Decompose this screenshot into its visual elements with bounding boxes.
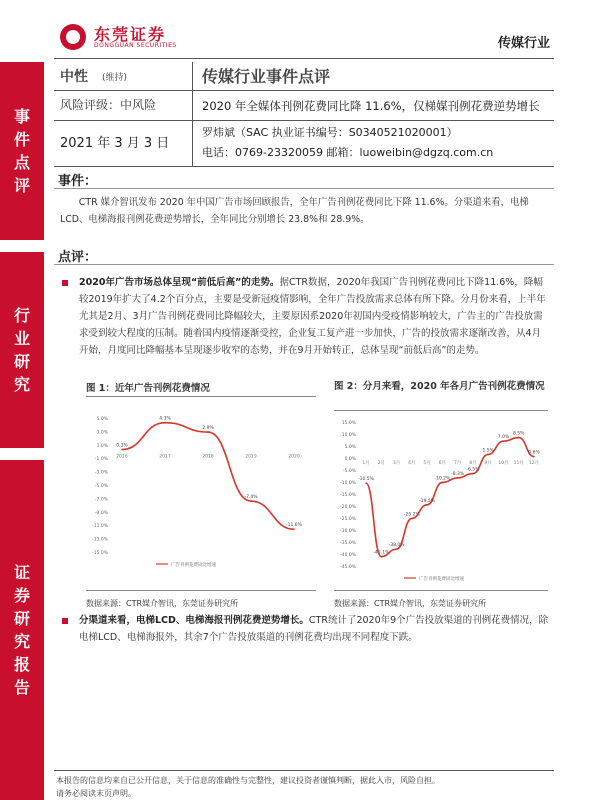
data-point bbox=[487, 454, 489, 456]
x-tick-label: 10月 bbox=[498, 461, 509, 466]
bullet2-lead: 分渠道来看，电梯LCD、电梯海报刊例花费逆势增长。 bbox=[79, 615, 309, 626]
x-tick-label: 2020 bbox=[288, 454, 300, 460]
y-tick-label: -35.0% bbox=[340, 541, 356, 546]
data-label: -8.3% bbox=[451, 471, 465, 477]
y-tick-label: -1.0% bbox=[94, 457, 108, 463]
event-text: CTR 媒介智讯发布 2020 年中国广告市场回顾报告，全年广告刊例花费同比下降 11.6%。分渠道来看，电梯 LCD、电梯海报刊例花费逆势增长，全年同比分别增长 23.8%和 28.9%。 bbox=[60, 197, 529, 225]
data-label: -7.4% bbox=[244, 495, 258, 501]
y-tick-label: 5.0% bbox=[344, 445, 356, 450]
comment-divider bbox=[54, 264, 554, 265]
sidebar-section-event-comment bbox=[0, 62, 44, 240]
data-label: 2.9% bbox=[202, 426, 214, 432]
x-tick-label: 8月 bbox=[469, 461, 477, 466]
x-tick-label: 9月 bbox=[484, 461, 492, 466]
figure1-chart bbox=[86, 404, 316, 574]
y-tick-label: -5.0% bbox=[342, 469, 356, 474]
risk-rating: 风险评级：中风险 bbox=[60, 98, 157, 112]
y-tick-label: -40.0% bbox=[340, 553, 356, 558]
x-tick-label: 5月 bbox=[423, 461, 431, 466]
data-point bbox=[164, 422, 166, 424]
x-tick-label: 1月 bbox=[362, 461, 370, 466]
x-tick-label: 7月 bbox=[453, 461, 462, 466]
figure2-source: 数据来源：CTR媒介智讯，东莞证券研究所 bbox=[334, 599, 487, 608]
y-tick-label: -9.0% bbox=[94, 510, 108, 516]
x-tick-label: 11月 bbox=[513, 461, 524, 466]
data-point bbox=[121, 449, 123, 451]
logo-text: 东莞证券 bbox=[94, 25, 167, 44]
logo-subtext: DONGGUAN SECURITIES bbox=[94, 42, 177, 49]
data-point bbox=[457, 477, 459, 479]
data-point bbox=[411, 518, 413, 520]
y-tick-label: -3.0% bbox=[94, 470, 108, 476]
data-label: 0.6% bbox=[528, 450, 540, 456]
y-tick-label: 1.0% bbox=[96, 443, 108, 449]
data-label: -11.6% bbox=[286, 523, 302, 529]
data-point bbox=[533, 456, 535, 458]
footer-divider bbox=[54, 770, 554, 771]
author-contact: 电话：0769-23320059 邮箱：luoweibin@dgzq.com.cn bbox=[202, 146, 494, 159]
data-label: -41.1% bbox=[373, 550, 390, 556]
industry-label: 传媒行业 bbox=[497, 36, 550, 51]
rating: 中性 bbox=[60, 69, 88, 85]
data-label: -10.2% bbox=[434, 476, 451, 482]
x-tick-label: 3月 bbox=[392, 461, 401, 466]
bullet-marker-2 bbox=[62, 618, 68, 624]
comment-heading: 点评： bbox=[58, 250, 98, 265]
data-point bbox=[396, 548, 398, 550]
logo-icon bbox=[60, 24, 86, 50]
series-line bbox=[122, 423, 294, 530]
y-tick-label: 0.0% bbox=[344, 457, 356, 462]
figure2-chart bbox=[334, 414, 548, 584]
data-point bbox=[293, 528, 295, 530]
figure1-top-rule bbox=[86, 396, 316, 397]
y-tick-label: 10.0% bbox=[341, 433, 356, 438]
series-line bbox=[366, 438, 534, 557]
y-tick-label: -20.0% bbox=[340, 505, 356, 510]
report-date: 2021 年 3 月 3 日 bbox=[60, 136, 170, 151]
sidebar-label-1: 事件点评 bbox=[13, 107, 30, 195]
bullet1-lead: 2020年广告市场总体呈现“前低后高”的走势。 bbox=[79, 277, 280, 288]
y-tick-label: -10.0% bbox=[340, 481, 356, 486]
data-point bbox=[503, 440, 505, 442]
bullet-paragraph-2 bbox=[79, 612, 549, 646]
figure2-title: 图 2：分月来看，2020 年各月广告刊例花费情况 bbox=[334, 381, 545, 392]
data-point bbox=[207, 431, 209, 433]
y-tick-label: 15.0% bbox=[341, 421, 356, 426]
y-tick-label: -30.0% bbox=[340, 529, 356, 534]
bullet1-body: 据CTR数据，2020年我国广告刊例花费同比下降11.6%，降幅较2019年扩大了4.2个百分点，主要是受新冠疫情影响，全年广告投放需求总体有所下降。分月份来看，上半年尤其是2月、3月广告刊例花费同比降幅较大，主要原因系2020年初国内受疫情影响较大，广告主的广告投放需求受到较大程度的压制。随着国内疫情逐渐受控，企业复工复产进一步加快，广告的投放需求逐渐改善，从4月开始，月度同比降幅基本呈现逐步收窄的态势，并在9月开始转正，总体呈现“前低后高”的走势。 bbox=[79, 277, 546, 356]
footer-disclaimer bbox=[56, 774, 556, 800]
x-tick-label: 2月 bbox=[377, 461, 385, 466]
data-point bbox=[518, 437, 520, 439]
figure1-source: 数据来源：CTR媒介智讯，东莞证券研究所 bbox=[86, 599, 239, 608]
x-tick-label: 6月 bbox=[438, 461, 447, 466]
data-point bbox=[380, 556, 382, 558]
data-label: -38.0% bbox=[388, 543, 405, 549]
data-label: 7.0% bbox=[497, 435, 510, 441]
header-divider bbox=[54, 58, 554, 59]
y-tick-label: 5.0% bbox=[96, 417, 108, 422]
x-tick-label: 2017 bbox=[159, 454, 171, 460]
bullet-paragraph-1 bbox=[79, 274, 549, 359]
figure2-bottom-rule bbox=[334, 590, 548, 591]
data-point bbox=[472, 473, 474, 475]
figure2-top-rule bbox=[334, 410, 548, 411]
data-label: 4.3% bbox=[159, 416, 171, 422]
legend-label: 广告刊例花费同比增速 bbox=[419, 577, 464, 582]
legend-label: 广告刊例花费同比增速 bbox=[171, 563, 216, 568]
page-title: 传媒行业事件点评 bbox=[202, 67, 331, 86]
event-heading: 事件： bbox=[58, 174, 98, 189]
sidebar-section-industry-research bbox=[0, 252, 44, 448]
bullet2-body: CTR统计了2020年9个广告投放渠道的刊例花费情况，除电梯LCD、电梯海报外，其余7个广告投放渠道的刊例花费均出现不同程度下跌。 bbox=[79, 615, 549, 643]
data-label: -10.5% bbox=[358, 477, 374, 483]
y-tick-label: -45.0% bbox=[340, 565, 356, 570]
footer-line-2: 请务必阅读末页声明。 bbox=[56, 789, 136, 798]
y-tick-label: -7.0% bbox=[94, 497, 108, 503]
rating-note: (维持) bbox=[102, 73, 128, 83]
y-tick-label: -15.0% bbox=[340, 493, 356, 498]
x-tick-label: 2016 bbox=[116, 454, 128, 460]
y-tick-label: -5.0% bbox=[94, 484, 108, 489]
meta-divider-2 bbox=[54, 120, 554, 121]
event-divider bbox=[54, 188, 554, 189]
data-point bbox=[365, 482, 367, 484]
y-tick-label: -25.0% bbox=[340, 517, 356, 522]
y-tick-label: 3.0% bbox=[96, 430, 108, 436]
data-point bbox=[250, 500, 252, 502]
x-tick-label: 4月 bbox=[408, 461, 416, 466]
footer-line-1: 本报告的信息均来自已公开信息，关于信息的准确性与完整性，建议投资者谨慎判断，据此入市，风险自担。 bbox=[56, 776, 440, 785]
sidebar-label-2: 行业研究 bbox=[13, 306, 30, 394]
meta-divider-vertical bbox=[192, 62, 193, 166]
figure1-title: 图 1：近年广告刊例花费情况 bbox=[86, 383, 210, 394]
data-label: -6.5% bbox=[466, 467, 480, 473]
x-tick-label: 12月 bbox=[528, 461, 540, 466]
author: 罗炜斌（SAC 执业证书编号：S0340521020001） bbox=[202, 126, 458, 139]
report-subtitle: 2020 年全媒体刊例花费同比降 11.6%，仅梯媒刊例花费逆势增长 bbox=[202, 99, 540, 113]
data-label: 1.5% bbox=[482, 448, 494, 454]
x-tick-label: 2018 bbox=[202, 454, 214, 460]
data-label: 8.5% bbox=[513, 431, 525, 437]
y-tick-label: -15.0% bbox=[92, 551, 108, 556]
y-tick-label: -13.0% bbox=[92, 537, 108, 543]
x-tick-label: 2019 bbox=[245, 454, 257, 460]
data-label: -19.5% bbox=[419, 498, 436, 504]
figure1-bottom-rule bbox=[86, 590, 316, 591]
data-label: -25.2% bbox=[403, 512, 420, 518]
y-tick-label: -11.0% bbox=[92, 524, 108, 530]
data-point bbox=[426, 504, 428, 506]
bullet-marker-1 bbox=[62, 280, 68, 286]
sidebar-section-securities-report bbox=[0, 460, 44, 800]
data-point bbox=[442, 482, 444, 484]
meta-divider-1 bbox=[54, 90, 554, 91]
meta-divider-3 bbox=[54, 166, 554, 167]
sidebar-label-3: 证券研究报告 bbox=[13, 563, 30, 697]
data-label: 0.3% bbox=[116, 443, 128, 449]
